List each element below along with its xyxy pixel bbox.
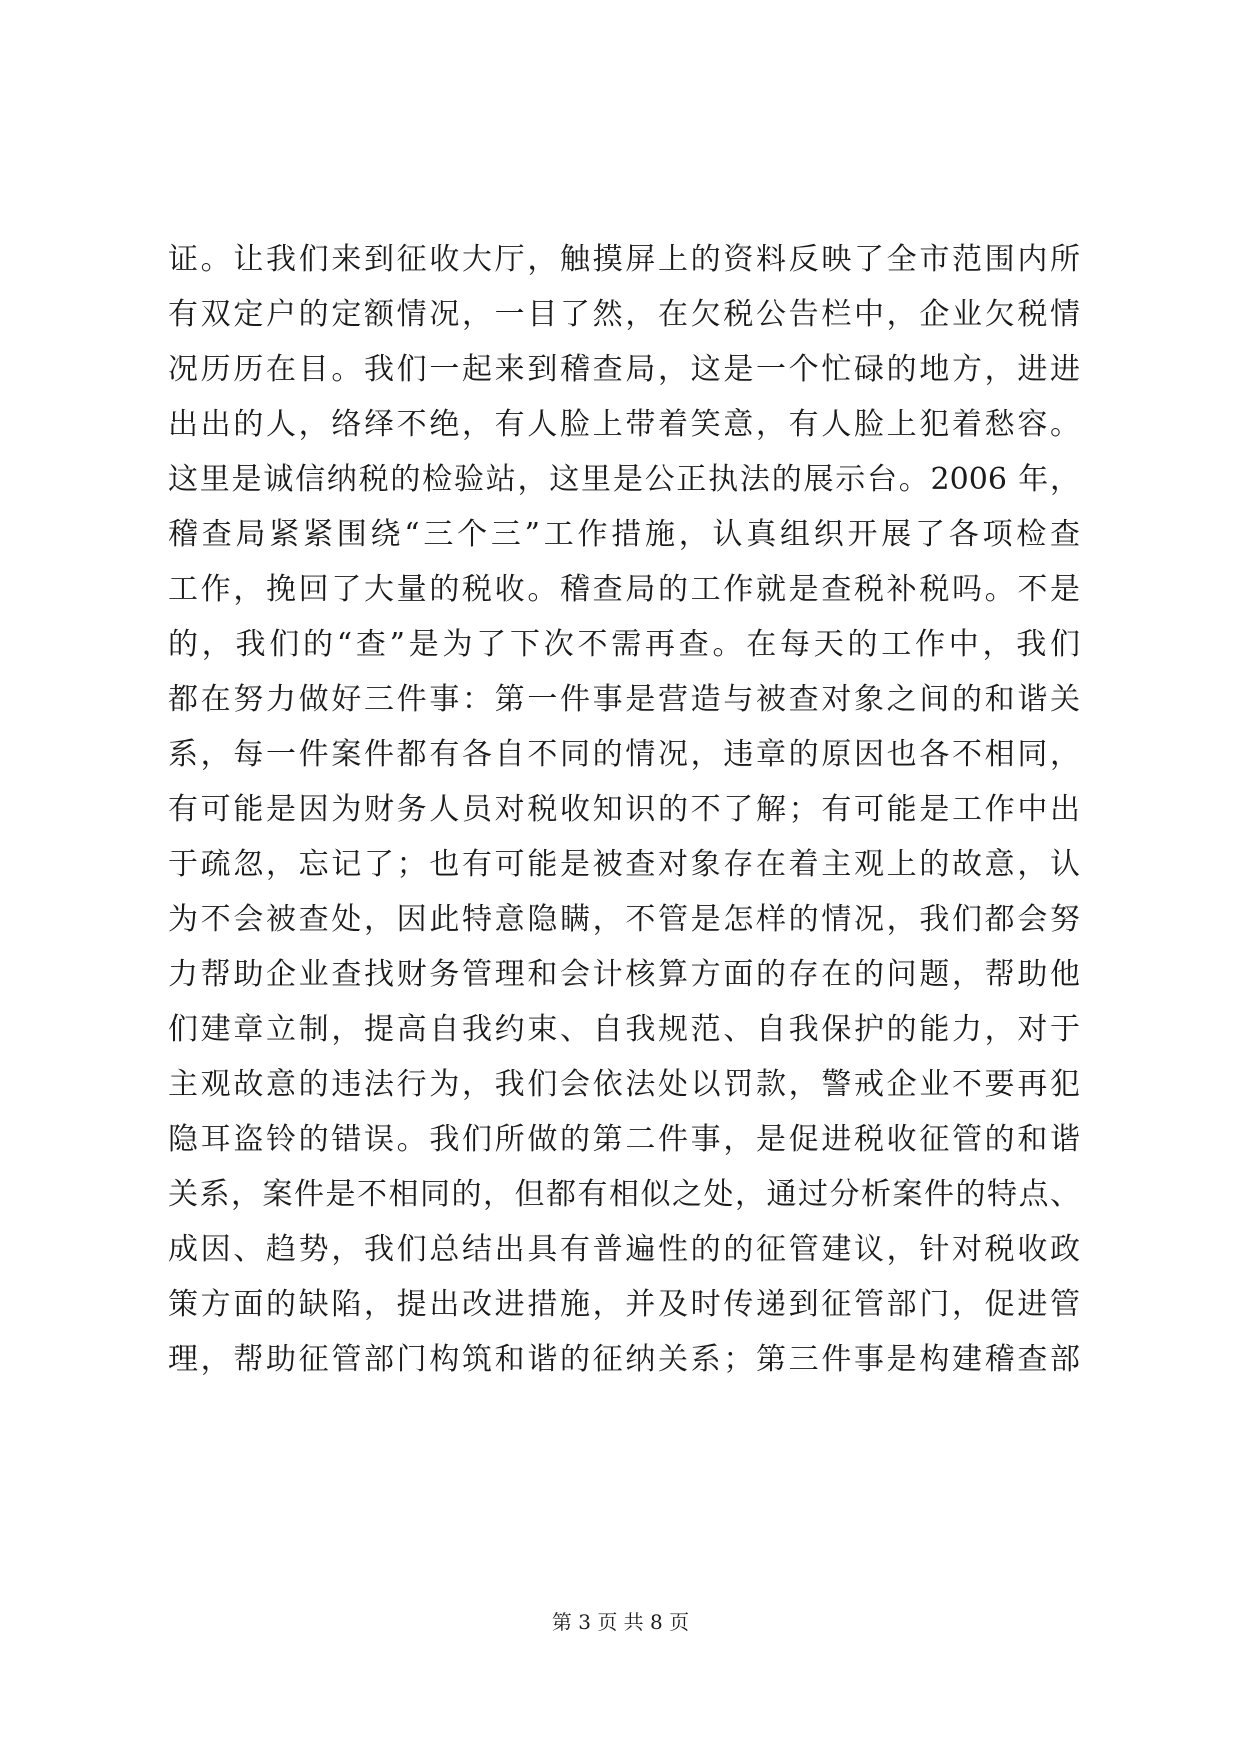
page-footer: 第 3 页 共 8 页 [551, 1610, 690, 1634]
text-line: 为不会被查处，因此特意隐瞒，不管是怎样的情况，我们都会努 [168, 902, 1080, 937]
text-line: 系，每一件案件都有各自不同的情况，违章的原因也各不相同， [168, 737, 1080, 772]
text-line: 关系，案件是不相同的，但都有相似之处，通过分析案件的特点、 [168, 1177, 1080, 1212]
text-line: 这里是诚信纳税的检验站，这里是公正执法的展示台。2006 年， [168, 462, 1080, 497]
text-line: 策方面的缺陷，提出改进措施，并及时传递到征管部门，促进管 [168, 1287, 1080, 1322]
text-line: 况历历在目。我们一起来到稽查局，这是一个忙碌的地方，进进 [168, 352, 1080, 387]
text-line: 成因、趋势，我们总结出具有普遍性的的征管建议，针对税收政 [168, 1232, 1080, 1267]
text-line: 出出的人，络绎不绝，有人脸上带着笑意，有人脸上犯着愁容。 [168, 407, 1080, 442]
text-line: 力帮助企业查找财务管理和会计核算方面的存在的问题，帮助他 [168, 957, 1080, 992]
text-line: 隐耳盗铃的错误。我们所做的第二件事，是促进税收征管的和谐 [168, 1122, 1080, 1157]
text-line: 有双定户的定额情况，一目了然，在欠税公告栏中，企业欠税情 [168, 297, 1080, 332]
text-line: 有可能是因为财务人员对税收知识的不了解；有可能是工作中出 [168, 792, 1080, 827]
text-line: 们建章立制，提高自我约束、自我规范、自我保护的能力，对于 [168, 1012, 1080, 1047]
text-line: 稽查局紧紧围绕“三个三”工作措施，认真组织开展了各项检查 [168, 517, 1080, 552]
text-line: 工作，挽回了大量的税收。稽查局的工作就是查税补税吗。不是 [168, 572, 1080, 607]
text-line: 主观故意的违法行为，我们会依法处以罚款，警戒企业不要再犯 [168, 1067, 1080, 1102]
text-line: 的，我们的“查”是为了下次不需再查。在每天的工作中，我们 [168, 627, 1080, 662]
body-text [168, 232, 1080, 1387]
text-line: 理，帮助征管部门构筑和谐的征纳关系；第三件事是构建稽查部 [168, 1342, 1080, 1377]
text-line: 于疏忽，忘记了；也有可能是被查对象存在着主观上的故意，认 [168, 847, 1080, 882]
text-line: 证。让我们来到征收大厅，触摸屏上的资料反映了全市范围内所 [168, 242, 1080, 277]
text-line: 都在努力做好三件事：第一件事是营造与被查对象之间的和谐关 [168, 682, 1080, 717]
